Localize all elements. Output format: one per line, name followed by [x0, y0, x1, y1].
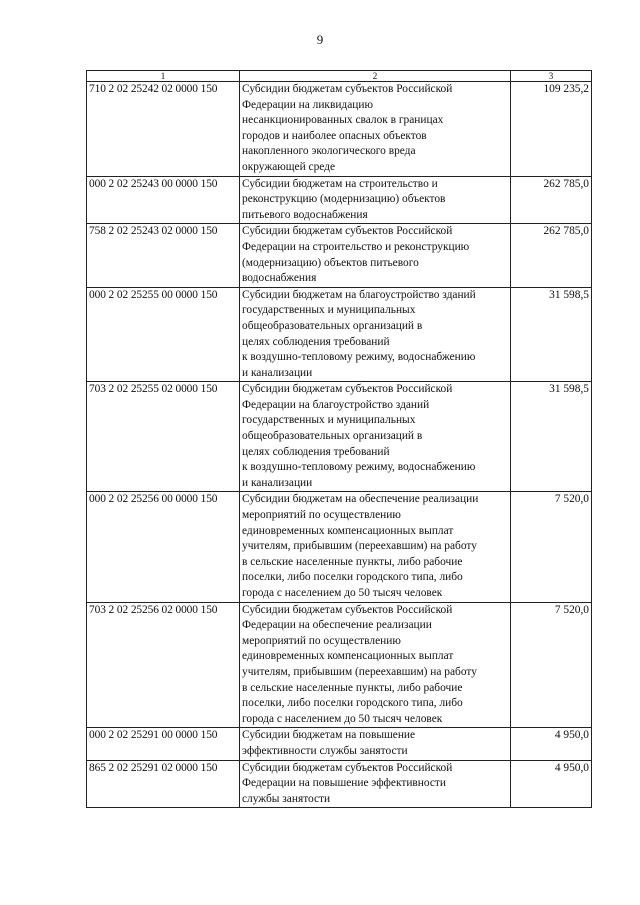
description-line: Субсидии бюджетам субъектов Российской [242, 225, 453, 238]
description-cell [240, 82, 511, 177]
description-line: в сельские населенные пункты, либо рабочие [242, 681, 463, 694]
column-header-description: 2 [240, 71, 511, 82]
budget-code-cell: 703 2 02 25256 02 0000 150 [87, 602, 240, 728]
table-row [87, 287, 592, 382]
amount-cell: 262 785,0 [511, 176, 592, 224]
description-line: мероприятий по осуществлению [242, 509, 401, 522]
column-header-amount: 3 [511, 71, 592, 82]
description-cell [240, 224, 511, 287]
description-line: несанкционированных свалок в границах [242, 114, 444, 127]
budget-code-cell: 710 2 02 25242 02 0000 150 [87, 82, 240, 177]
description-line: эффективности службы занятости [242, 744, 408, 757]
amount-cell: 7 520,0 [511, 602, 592, 728]
description-line: Федерации на ликвидацию [242, 98, 373, 111]
description-line: поселки, либо поселки городского типа, либо [242, 697, 463, 710]
amount-cell: 4 950,0 [511, 760, 592, 808]
description-line: Субсидии бюджетам субъектов Российской [242, 83, 453, 95]
budget-code-cell: 865 2 02 25291 02 0000 150 [87, 760, 240, 808]
description-line: учителям, прибывшим (переехавшим) на работу [242, 540, 477, 553]
budget-code-cell: 000 2 02 25255 00 0000 150 [87, 287, 240, 382]
description-line: окружающей среде [242, 160, 336, 173]
description-line: Федерации на строительство и реконструкцию [242, 240, 470, 253]
description-line: Субсидии бюджетам на обеспечение реализации [242, 493, 479, 506]
description-line: и канализации [242, 366, 313, 379]
description-line: реконструкцию (модернизацию) объектов [242, 193, 446, 206]
description-line: городов и наиболее опасных объектов [242, 129, 427, 142]
description-line: единовременных компенсационных выплат [242, 650, 454, 663]
description-line: Субсидии бюджетам на строительство и [242, 177, 438, 190]
table-row [87, 602, 592, 728]
budget-code-cell: 758 2 02 25243 02 0000 150 [87, 224, 240, 287]
budget-code-cell: 703 2 02 25255 02 0000 150 [87, 382, 240, 492]
description-line: мероприятий по осуществлению [242, 634, 401, 647]
description-cell [240, 382, 511, 492]
amount-cell: 262 785,0 [511, 224, 592, 287]
amount-cell: 7 520,0 [511, 492, 592, 602]
description-line: города с населением до 50 тысяч человек [242, 712, 443, 725]
description-line: государственных и муниципальных [242, 304, 416, 317]
description-line: к воздушно-тепловому режиму, водоснабжению [242, 461, 476, 474]
description-cell [240, 492, 511, 602]
description-cell [240, 602, 511, 728]
description-line: общеобразовательных организаций в [242, 430, 423, 443]
description-line: государственных и муниципальных [242, 414, 416, 427]
amount-cell: 31 598,5 [511, 382, 592, 492]
table-row [87, 176, 592, 224]
description-cell [240, 760, 511, 808]
description-line: Федерации на повышение эффективности [242, 777, 446, 790]
description-line: Федерации на обеспечение реализации [242, 619, 432, 632]
description-line: Субсидии бюджетам субъектов Российской [242, 603, 453, 616]
budget-code-cell: 000 2 02 25243 00 0000 150 [87, 176, 240, 224]
amount-cell: 109 235,2 [511, 82, 592, 177]
description-line: и канализации [242, 476, 313, 489]
description-line: Субсидии бюджетам субъектов Российской [242, 761, 453, 774]
table-header-row [87, 71, 592, 82]
budget-code-cell: 000 2 02 25256 00 0000 150 [87, 492, 240, 602]
amount-cell: 4 950,0 [511, 728, 592, 760]
description-line: общеобразовательных организаций в [242, 319, 423, 332]
description-line: целях соблюдения требований [242, 335, 390, 348]
description-line: питьевого водоснабжения [242, 208, 368, 221]
table-row [87, 382, 592, 492]
description-line: Федерации на благоустройство зданий [242, 398, 430, 411]
description-line: водоснабжения [242, 272, 317, 285]
description-line: Субсидии бюджетам на повышение [242, 729, 416, 742]
table-row [87, 82, 592, 177]
budget-code-cell: 000 2 02 25291 00 0000 150 [87, 728, 240, 760]
description-cell [240, 728, 511, 760]
table-row [87, 492, 592, 602]
table-body [87, 82, 592, 808]
description-line: поселки, либо поселки городского типа, либо [242, 571, 463, 584]
description-line: в сельские населенные пункты, либо рабочие [242, 555, 463, 568]
description-cell [240, 287, 511, 382]
table-row [87, 224, 592, 287]
description-line: (модернизацию) объектов питьевого [242, 256, 419, 269]
description-line: целях соблюдения требований [242, 445, 390, 458]
description-line: учителям, прибывшим (переехавшим) на работу [242, 665, 477, 678]
page-number: 9 [316, 32, 324, 47]
column-header-code: 1 [87, 71, 240, 82]
description-line: города с населением до 50 тысяч человек [242, 587, 443, 599]
description-line: единовременных компенсационных выплат [242, 524, 454, 537]
table-row [87, 728, 592, 760]
description-line: Субсидии бюджетам субъектов Российской [242, 383, 453, 396]
description-line: накопленного экологического вреда [242, 145, 416, 158]
budget-revenue-table [86, 70, 592, 808]
table-row [87, 760, 592, 808]
description-line: Субсидии бюджетам на благоустройство зданий [242, 288, 476, 301]
description-cell [240, 176, 511, 224]
description-line: службы занятости [242, 792, 331, 805]
description-line: к воздушно-тепловому режиму, водоснабжению [242, 351, 476, 364]
amount-cell: 31 598,5 [511, 287, 592, 382]
